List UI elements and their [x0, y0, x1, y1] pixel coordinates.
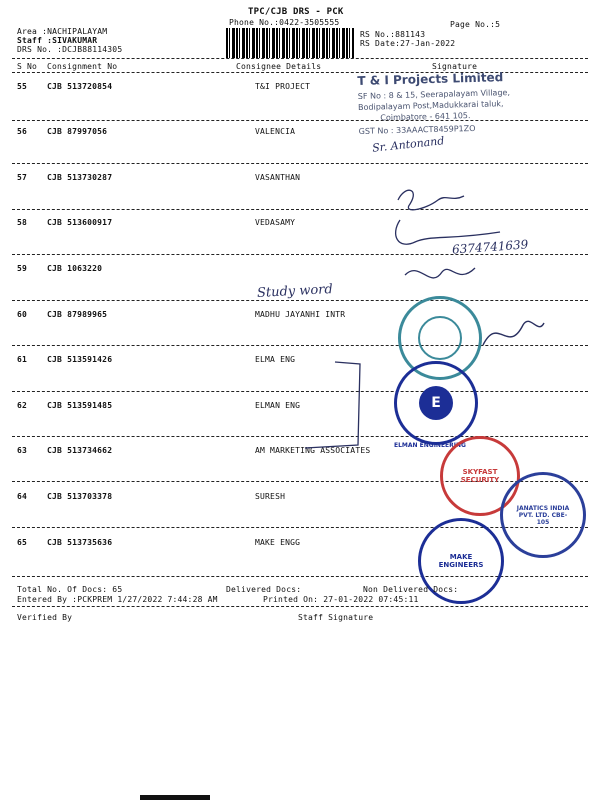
row-sno: 60 — [17, 310, 28, 319]
column-header-consignment: Consignment No — [47, 62, 118, 71]
row-consignment: CJB 513720854 — [47, 82, 113, 91]
company-address-line1: SF No : 8 & 15, Seerapalayam Village, — [357, 88, 511, 101]
bracket-mark — [300, 360, 370, 455]
delivered-docs: Delivered Docs: — [226, 585, 302, 594]
divider — [12, 606, 588, 607]
row-sno: 65 — [17, 538, 28, 547]
row-consignment: CJB 1063220 — [47, 264, 103, 273]
row-divider — [12, 163, 588, 164]
row-consignment: CJB 87989965 — [47, 310, 108, 319]
row-consignee: VASANTHAN — [255, 173, 301, 182]
signature-mark — [478, 305, 548, 361]
verified-by: Verified By — [17, 613, 73, 622]
row-sno: 61 — [17, 355, 28, 364]
column-header-sno: S No — [17, 62, 38, 71]
column-header-signature: Signature — [432, 62, 478, 71]
row-consignment: CJB 513730287 — [47, 173, 113, 182]
make-stamp-text: MAKE ENGINEERS — [438, 553, 484, 569]
signature-text: Sr. Antonand — [371, 134, 445, 155]
elman-logo-icon: E — [419, 386, 453, 420]
row-consignment: CJB 513734662 — [47, 446, 113, 455]
row-consignment: CJB 513591485 — [47, 401, 113, 410]
scan-artifact — [140, 795, 210, 800]
janatics-stamp-text: JANATICS INDIA PVT. LTD. CBE-105 — [516, 504, 570, 526]
company-name: T & I Projects Limited — [357, 70, 504, 88]
staff-label: Staff :SIVAKUMAR — [17, 36, 98, 45]
row-sno: 62 — [17, 401, 28, 410]
row-consignee: T&I PROJECT — [255, 82, 311, 91]
entered-by: Entered By :PCKPREM 1/27/2022 7:44:28 AM — [17, 595, 218, 604]
row-consignee: ELMAN ENG — [255, 401, 301, 410]
company-gst: GST No : 33AAACT8459P1ZO — [358, 123, 476, 136]
row-sno: 59 — [17, 264, 28, 273]
non-delivered-docs: Non Delivered Docs: — [363, 585, 459, 594]
row-consignment: CJB 87997056 — [47, 127, 108, 136]
row-sno: 57 — [17, 173, 28, 182]
column-header-consignee: Consignee Details — [236, 62, 322, 71]
document-title: TPC/CJB DRS - PCK — [248, 7, 344, 17]
row-sno: 56 — [17, 127, 28, 136]
row-consignee: MADHU JAYANHI INTR — [255, 310, 346, 319]
row-divider — [12, 576, 588, 577]
elman-stamp-text: ELMAN ENGINEERING — [394, 442, 466, 449]
row-consignment: CJB 513735636 — [47, 538, 113, 547]
area-label: Area :NACHIPALAYAM — [17, 27, 108, 36]
rs-date: RS Date:27-Jan-2022 — [360, 39, 456, 48]
company-address-line2: Bodipalayam Post,Madukkarai taluk, — [357, 99, 504, 112]
row-consignment: CJB 513600917 — [47, 218, 113, 227]
divider — [12, 58, 588, 59]
row-consignee: MAKE ENGG — [255, 538, 301, 547]
handwritten-note: Study word — [256, 282, 334, 301]
row-sno: 55 — [17, 82, 28, 91]
row-sno: 58 — [17, 218, 28, 227]
row-consignee: VALENCIA — [255, 127, 296, 136]
drs-number: DRS No. :DCJB88114305 — [17, 45, 123, 54]
row-consignment: CJB 513703378 — [47, 492, 113, 501]
barcode — [226, 28, 354, 58]
company-address-line3: Coimbatore - 641 105. — [380, 111, 471, 123]
staff-signature: Staff Signature — [298, 613, 374, 622]
total-docs: Total No. Of Docs: 65 — [17, 585, 123, 594]
page-number: Page No.:5 — [450, 20, 501, 29]
row-consignee: AM MARKETING ASSOCIATES — [255, 446, 371, 455]
phone-number: Phone No.:0422-3505555 — [229, 18, 340, 27]
row-consignee: VEDASAMY — [255, 218, 296, 227]
row-consignee: SURESH — [255, 492, 286, 501]
printed-on: Printed On: 27-01-2022 07:45:11 — [263, 595, 419, 604]
elman-engineering-stamp — [394, 361, 478, 445]
company-stamp — [357, 70, 511, 136]
row-sno: 63 — [17, 446, 28, 455]
phone-handwritten: 6374741639 — [451, 237, 529, 257]
row-sno: 64 — [17, 492, 28, 501]
skyfast-stamp-text: SKYFAST SECURITY — [460, 468, 500, 484]
row-consignee: ELMA ENG — [255, 355, 296, 364]
rs-number: RS No.:881143 — [360, 30, 426, 39]
janatics-stamp — [500, 472, 586, 558]
row-consignment: CJB 513591426 — [47, 355, 113, 364]
